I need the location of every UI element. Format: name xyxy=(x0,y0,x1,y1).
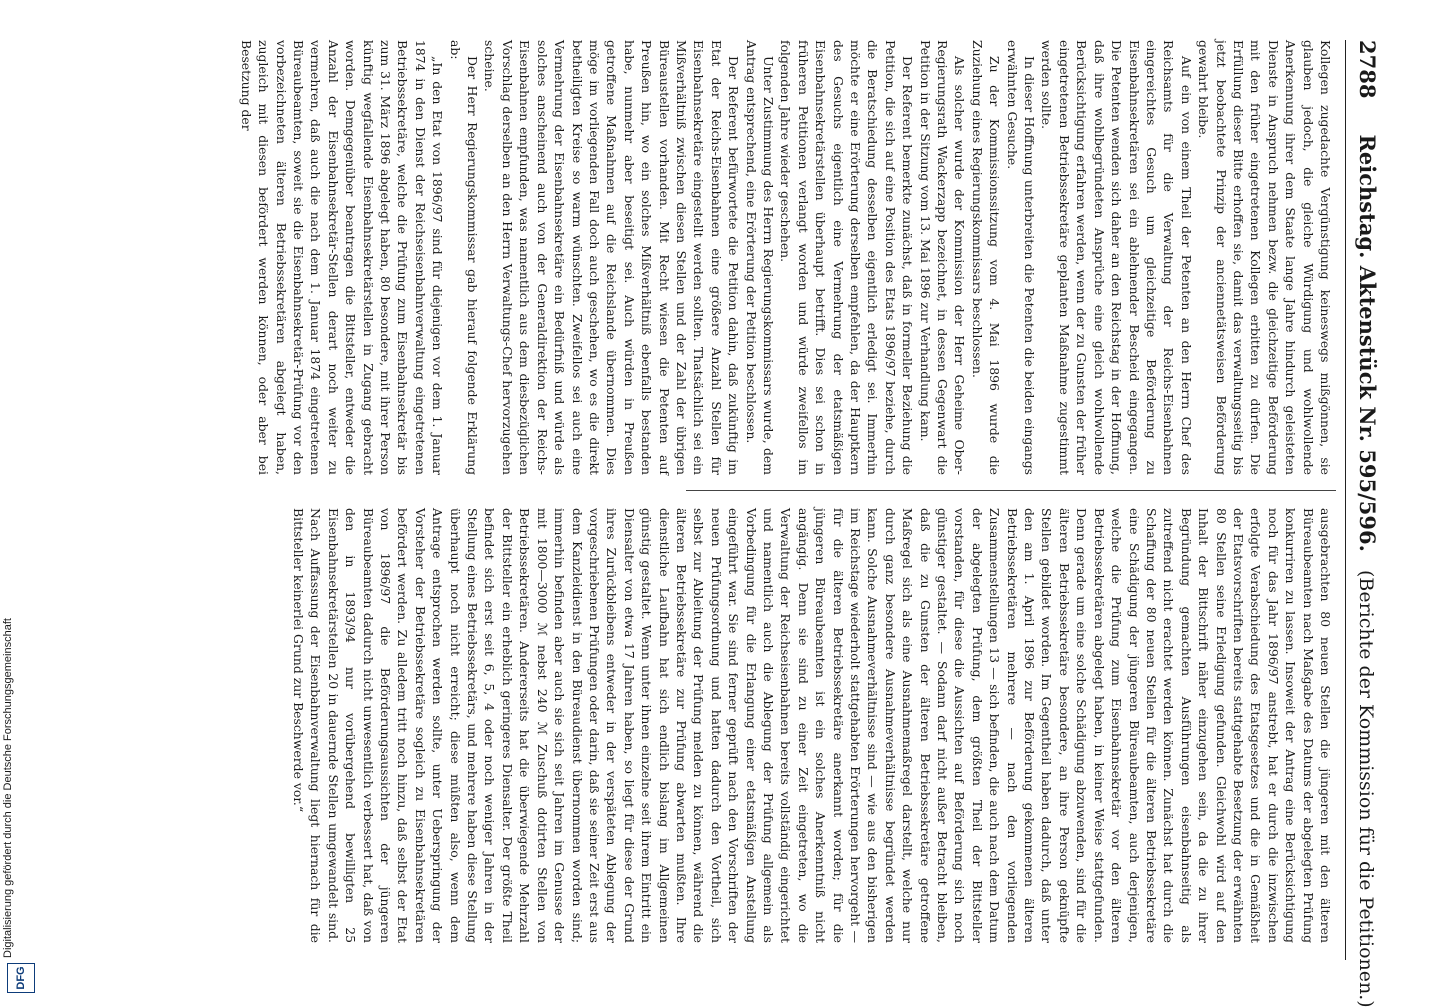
left-text-column xyxy=(238,40,1334,475)
header-title: Reichstag. Aktenstück Nr. 595/596. xyxy=(1355,134,1380,552)
paragraph: Der Referent bemerkte zunächst, daß in formeller Beziehung die Petition, die sich auf eine Position des Etats 1896/97 beziehe, durch die Beratschiedung desselben eigentlich erledigt sei. Immerhin möchte er eine Erörterung derselben empfehlen, da der Hauptkern des Gesuchs eigentlich eine Vermehrung der etatsmäßigen Eisenbahnsekretärstellen überhaupt betrifft. Dies sei schon in früheren Petitionen verlangt worden und würde zweifellos im folgenden Jahre wieder geschehen. xyxy=(778,40,916,475)
paragraph: Zu der Kommissionssitzung vom 4. Mai 1896 wurde die Zuziehung eines Regierungskommissars beschlossen. xyxy=(969,40,1003,475)
paragraph: Auf ein von einem Theil der Petenten an den Herrn Chef des Reichsamts für die Verwaltung der Reichs-Eisenbahnen eingereichtes Gesuch um gleichzeitige Beförderung zu Eisenbahnsekretären sei ein ablehnender Bescheid eingegangen. Die Petenten wenden sich daher an den Reichstag in der Hoffnung, daß ihre wohlbegründeten Ansprüche eine gleich wohlwollende Berücksichtigung erfahren werden, wenn der zu Gunsten der früher eingetretenen Betriebssekretäre geplanten Maßnahme zugestimmt werden sollte. xyxy=(1039,40,1194,475)
right-text-column xyxy=(291,508,1334,943)
rotated-page-content xyxy=(40,40,1380,1008)
header-subtitle: (Berichte der Kommission für die Petitionen.) xyxy=(1355,569,1377,1008)
paragraph: ausgebrachten 80 neuen Stellen die jüngeren mit den älteren Büreaubeamten nach Maßgabe des Datums der abgelegten Prüfung konkurriren zu lassen. Insoweit der Antrag eine Berücksichtigung noch für das Jahr 1896/97 anstrebt, hat er durch die inzwischen erfolgte Verabschiedung des Etatsgesetzes und die in Gemäßheit der Etatsvorschriften bereits stattgehabte Besetzung der erwähnten 80 Stellen seine Erledigung gefunden. Gleichwohl wird auf den Inhalt der Bittschrift näher einzugehen sein, da die zu ihrer Begründung gemachten Ausführungen eisenbahnseitig als zutreffend nicht erachtet werden können. Zunächst hat durch die Schaffung der 80 neuen Stellen für die älteren Betriebssekretäre eine Schädigung der jüngeren Büreaubeamten, auch derjenigen, welche die Prüfung zum Eisenbahnsekretär vor den älteren Betriebssekretären abgelegt haben, in keiner Weise stattgefunden. Denn gerade um eine solche Schädigung abzuwenden, sind für die älteren Betriebssekretäre besondere, an ihre Person geknüpfte Stellen gebildet worden. Im Gegentheil haben dadurch, daß unter den am 1. April 1896 zur Beförderung gekommenen älteren Betriebssekretären mehrere — nach den vorliegenden Zusammenstellungen 13 — sich befinden, die auch nach dem Datum der abgelegten Prüfung, dem größten Theil der Bittsteller vorstanden, für diese die Aussichten auf Beförderung sich noch günstiger gestaltet. — Sodann darf nicht außer Betracht bleiben, daß die zu Gunsten der älteren Betriebssekretäre getroffene Maßregel sich als eine Ausnahmemaßregel darstellt, welche nur durch ganz besondere Ausnahmeverhältnisse begründet werden kann. Solche Ausnahmeverhältnisse sind — wie aus den bisherigen im Reichstage wiederholt stattgehabten Erörterungen hervorgeht — für die älteren Betriebssekretäre anerkannt worden; für die jüngeren Büreaubeamten ist ein solches Anerkenntniß nicht angängig. Denn sie sind zu einer Zeit eingetreten, wo die Verwaltung der Reichseisenbahnen bereits vollständig eingerichtet und namentlich auch die Ablegung der Prüfung allgemein als Vorbedingung für die Erlangung einer etatsmäßigen Anstellung eingeführt war. Sie sind ferner geprüft nach den Vorschriften der neuen Prüfungsordnung und hatten dadurch den Vortheil, sich selbst zur Ableitung der Prüfung melden zu können, während die älteren Betriebssekretäre zur Prüfung abwarten mußten. Ihre dienstliche Laufbahn hat sich endlich bislang im Allgemeinen günstig gestaltet. Wenn unter ihnen einzelne seit ihrem Eintritt ein Diensalter von etwa 17 Jahren haben, so liegt für diese der Grund ihres Zurückbleibens entweder in der verspäteten Ablegung der vorgeschriebenen Prüfungen oder darin, daß sie seiner Zeit erst aus dem Kanzleidienst in den Büreaudienst übernommen worden sind; immerhin befinden aber auch sie sich seit Jahren im Genusse der mit 1800—3000 ℳ nebst 240 ℳ Zuschuß dotirten Stellen von Betriebssekretären. Andererseits hat die überwiegende Mehrzahl der Bittsteller ein erheblich geringeres Diensalter. Der größte Theil befindet sich erst seit 6, 5, 4 oder noch weniger Jahren in der Stellung eines Betriebssekretärs, und mehrere haben diese Stellung überhaupt noch nicht erreicht; diese müßten also, wenn dem Antrage entsprochen werden sollte, unter Ueberspringung der Vorsteher der Betriebssekretäre sogleich zu Eisenbahnsekretären befördert werden. Zu alledem tritt noch hinzu, daß selbst der Etat von 1896/97 die Beförderungsaussichten der jüngeren Büreaubeamten dadurch nicht unwesentlich verbessert hat, daß von den in 1893/94 nur vorübergehend bewilligten 25 Eisenbahnsekretärstellen 20 in dauernde Stellen umgewandelt sind. Nach Auffassung der Eisenbahnverwaltung liegt hiernach für die Bittsteller keinerlei Grund zur Beschwerde vor.“ xyxy=(291,508,1333,943)
paragraph: „In den Etat von 1896/97 sind für diejenigen vor dem 1. Januar 1874 in den Dienst der Reichseisenbahnverwaltung eingetretenen Betriebssekretäre, welche die Prüfung zum Eisenbahnsekretär bis zum 31. März 1896 abgelegt haben, 80 besondere, mit ihrer Person künftig wegfallende Eisenbahnsekretärstellen in Zugang gebracht worden. Demgegenüber beantragen die Bittsteller, entweder die Anzahl der Eisenbahnsekretär-Stellen derart noch weiter zu vermehren, daß auch die nach dem 1. Januar 1874 eingetretenen Büreaubeamten, soweit sie die Eisenbahnsekretär-Prüfung vor den vorbezeichneten älteren Betriebssekretären abgelegt haben, zugleich mit diesen befördert werden können, oder aber bei Besetzung der xyxy=(238,40,446,475)
paragraph: Als solcher wurde der Kommission der Herr Geheime Ober-Regierungsrath Wackerzapp bezeichnet, in dessen Gegenwart die Petition in der Sitzung vom 13. Mai 1896 zur Verhandlung kam. xyxy=(917,40,968,475)
paragraph: Der Herr Regierungskommissar gab hierauf folgende Erklärung ab: xyxy=(447,40,481,475)
paragraph: In dieser Hoffnung unterbreiten die Petenten die beiden eingangs erwähnten Gesuche. xyxy=(1004,40,1038,475)
paragraph: Kollegen zugedachte Vergünstigung keineswegs mißgönnen, sie glauben jedoch, die gleiche Würdigung und wohlwollende Anerkennung ihrer dem Staate lange Jahre hindurch geleisteten Dienste in Anspruch nehmen bezw. die gleichzeitige Beförderung mit den früher eingetretenen Kollegen erbitten zu dürfen. Die Erfüllung dieser Bitte erhoffen sie, damit das verwaltungsseitig bis jetzt beobachtete Prinzip der anciennetätsweisen Beförderung gewahrt bleibe. xyxy=(1196,40,1333,475)
running-header xyxy=(1345,40,1380,1008)
column-divider xyxy=(686,490,1336,491)
funding-note: Digitalisierung gefördert durch die Deutsche Forschungsgemeinschaft xyxy=(2,618,14,958)
paragraph: Der Referent befürwortete die Petition dahin, daß zukünftig im Etat der Reichs-Eisenbahnen eine größere Anzahl Stellen für Eisenbahnsekretäre eingestellt werden sollten. Thatsächlich sei ein Mißverhältniß zwischen diesen Stellen und der Zahl der übrigen Büreaustellen vorhanden. Mit Recht wiesen die Petenten auf Preußen hin, wo ein solches Mißverhältniß ebenfalls bestanden habe, nunmehr aber beseitigt sei. Auch würden in Preußen getroffene Maßnahmen auf die Reichslande übernommen. Dies möge im vorliegenden Fall doch auch geschehen, wo es die direkt betheiligten Kreise so warm wünschten. Zweifellos sei auch eine Vermehrung der Eisenbahnsekretäre ein Bedürfniß und würde als solches anscheinend auch von der Generaldirektion der Reichs-Eisenbahnen empfunden, was namentlich aus dem diesbezüglichen Vorschlag derselben an den Herrn Verwaltungs-Chef hervorzugehen scheine. xyxy=(482,40,742,475)
paragraph: Unter Zustimmung des Herrn Regierungskommissars wurde, dem Antrag entsprechend, eine Erörterung der Petition beschlossen. xyxy=(743,40,776,475)
page-number: 2788 xyxy=(1355,40,1380,99)
dfg-logo-icon: DFG xyxy=(7,963,35,993)
